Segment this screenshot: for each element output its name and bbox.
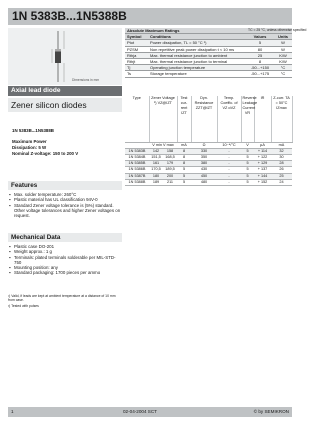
dt-col-type: Type xyxy=(125,96,149,142)
dt-unit: 10⁻⁴/°C xyxy=(217,142,241,148)
zener-silicon-label: Zener silicon diodes xyxy=(11,100,87,110)
summary-block xyxy=(12,128,122,157)
amr-cell: Operating junction temperature xyxy=(148,65,246,71)
axial-lead-label: Axial lead diode xyxy=(11,87,61,94)
footer-date: 02-04-2004 SCT xyxy=(123,409,157,414)
dt-cell: - xyxy=(217,173,241,179)
dt-cell: 25 xyxy=(271,173,292,179)
amr-cell: Power dissipation, TL = 50 °C ¹) xyxy=(148,40,246,46)
electrical-table xyxy=(125,96,293,186)
amr-cell: Ptot xyxy=(125,40,148,46)
amr-cell: 5 xyxy=(246,40,274,46)
amr-cell: 25 xyxy=(246,52,274,58)
amr-cell: 80 xyxy=(246,46,274,52)
dt-cell: 142 xyxy=(149,148,163,154)
diode-outline-icon xyxy=(8,28,122,85)
part-range: 1N 5383B...1N5388B xyxy=(12,128,54,133)
amr-cell: W xyxy=(274,40,292,46)
amr-cell: K/W xyxy=(274,52,292,58)
dt-unit: µA xyxy=(254,142,271,148)
dt-cell: 28 xyxy=(271,161,292,167)
dt-cell: - xyxy=(217,148,241,154)
dt-cell: 30 xyxy=(271,154,292,160)
dt-cell: 180 xyxy=(149,173,163,179)
amr-cell: Storage temperature xyxy=(148,71,246,77)
dt-cell: 161 xyxy=(149,161,163,167)
dt-cell: 200 xyxy=(163,173,177,179)
dt-cell: 1N 5383B xyxy=(125,148,149,154)
dt-cell: 24 xyxy=(271,179,292,185)
dt-cell: 8 xyxy=(177,161,191,167)
dt-cell: 168,5 xyxy=(163,154,177,160)
dt-unit: V xyxy=(241,142,254,148)
table-row xyxy=(125,179,292,185)
amr-cell: -50...+175 xyxy=(246,71,274,77)
mechanical-data-list xyxy=(8,244,122,276)
dt-cell: 8 xyxy=(177,148,191,154)
amr-cell: K/W xyxy=(274,59,292,65)
dt-col-test-current: Test cur-rent IZT xyxy=(177,96,191,142)
datasheet-title: 1N 5383B...1N5388B xyxy=(12,9,127,23)
dt-unit: mA xyxy=(177,142,191,148)
dt-cell: 450 xyxy=(191,173,217,179)
amr-cell: Ts xyxy=(125,71,148,77)
dt-cell: 1N 5384B xyxy=(125,154,149,160)
datasheet-title-bar xyxy=(8,8,292,25)
amr-condition: TC = 25 °C, unless otherwise specified xyxy=(248,28,307,32)
page-number: 1 xyxy=(11,409,14,414)
dt-cell: 8 xyxy=(177,154,191,160)
dt-cell: 5 xyxy=(177,179,191,185)
list-item: ▪ Mounting position: any xyxy=(8,265,122,270)
dt-cell: 480 xyxy=(191,179,217,185)
dt-cell: + 152 xyxy=(254,179,271,185)
table-row xyxy=(125,71,292,77)
dt-cell: 170,5 xyxy=(149,167,163,173)
amr-cell: Max. thermal resistance junction to ambient xyxy=(148,52,246,58)
diode-drawing xyxy=(8,28,122,85)
amr-cell: Non repetitive peak power dissipation t < 10 ms xyxy=(148,46,246,52)
amr-cell: Tj xyxy=(125,65,148,71)
dt-cell: 5 xyxy=(241,167,254,173)
features-list xyxy=(8,192,122,218)
axial-lead-bar xyxy=(8,86,122,96)
dt-cell: 189 xyxy=(149,179,163,185)
list-item: ▪ Standard packaging: 1700 pieces per ammo xyxy=(8,270,122,275)
list-item: ▪ Max. solder temperature: 260°C xyxy=(8,192,122,197)
dt-cell: 189,5 xyxy=(163,167,177,173)
amr-cell: °C xyxy=(274,65,292,71)
amr-cell: Rthja xyxy=(125,52,148,58)
electrical-characteristics xyxy=(125,96,292,186)
dt-cell: 5 xyxy=(177,173,191,179)
list-item: ▪ Weight approx.: 1 g xyxy=(8,249,122,254)
dt-col-zener-voltage: Zener Voltage ²) VZ@IZT xyxy=(149,96,177,142)
dt-cell: 1N 5386B xyxy=(125,167,149,173)
dt-col-temp-coeff: Temp. Coeffic. of VZ αVZ xyxy=(217,96,241,142)
footer-copyright: © by SEMIKRON xyxy=(253,409,289,414)
amr-cell: °C xyxy=(274,71,292,77)
list-item: ▪ Plastic material has UL classification 94V-0 xyxy=(8,197,122,202)
dt-cell: 1N 5385B xyxy=(125,161,149,167)
dt-col-ir: IR xyxy=(254,96,271,142)
dt-col-reverse-leakage: Reverse Leakage Current VR xyxy=(241,96,254,142)
dt-cell: 158 xyxy=(163,148,177,154)
amr-col-symbol: Symbol xyxy=(125,34,148,40)
dimension-label: Dimensions in mm xyxy=(72,78,100,82)
amr-title: Absolute Maximum Ratings xyxy=(125,28,246,34)
dt-cell: 151,5 xyxy=(149,154,163,160)
list-item: ▪ Terminals: plated terminals solderable per MIL-STD-750 xyxy=(8,255,122,266)
dt-cell: 1N 5387B xyxy=(125,173,149,179)
dt-cell: 26 xyxy=(271,167,292,173)
dt-cell: 32 xyxy=(271,148,292,154)
dt-cell: 179 xyxy=(163,161,177,167)
dt-cell: 330 xyxy=(191,148,217,154)
dt-cell: 5 xyxy=(177,167,191,173)
amr-cell: W xyxy=(274,46,292,52)
features-bar xyxy=(8,181,122,190)
dt-cell: + 122 xyxy=(254,154,271,160)
amr-cell: 8 xyxy=(246,59,274,65)
zener-silicon-bar xyxy=(8,98,122,112)
max-power-label: Maximum Power xyxy=(12,139,47,144)
dt-cell: + 137 xyxy=(254,167,271,173)
dt-col-dyn-resistance: Dyn. Resistance ZZT@IZT xyxy=(191,96,217,142)
dt-unit: Ω xyxy=(191,142,217,148)
dt-cell: 350 xyxy=(191,154,217,160)
dt-cell: 5 xyxy=(241,179,254,185)
dt-cell: 5 xyxy=(241,148,254,154)
amr-col-values: Values xyxy=(246,34,274,40)
dt-cell: - xyxy=(217,161,241,167)
amr-cell: Max. thermal resistance junction to terminal xyxy=(148,59,246,65)
amr-cell: Rthjt xyxy=(125,59,148,65)
dt-cell: 5 xyxy=(241,154,254,160)
amr-cell: PZSM xyxy=(125,46,148,52)
dt-cell: 5 xyxy=(241,161,254,167)
dt-cell: 211 xyxy=(163,179,177,185)
mechanical-data-title: Mechanical Data xyxy=(11,234,61,241)
dissipation-label: Dissipation: 5 W xyxy=(12,145,47,150)
amr-table xyxy=(125,28,307,78)
mechanical-data-bar xyxy=(8,233,122,242)
amr-col-units: Units xyxy=(274,34,292,40)
dt-cell: 380 xyxy=(191,161,217,167)
dt-unit: V min V max xyxy=(149,142,177,148)
dt-unit: mA xyxy=(271,142,292,148)
dt-cell: 430 xyxy=(191,167,217,173)
nominal-voltage: Nominal Z-voltage: 150 to 200 V xyxy=(12,151,79,156)
amr-cell: -50...+150 xyxy=(246,65,274,71)
dt-cell: + 129 xyxy=(254,161,271,167)
dt-cell: - xyxy=(217,154,241,160)
page-footer xyxy=(8,407,292,417)
dt-col-z-current: Z-curr. TA = 50°C IZmax xyxy=(271,96,292,142)
dt-cell: - xyxy=(217,167,241,173)
amr-col-conditions: Conditions xyxy=(148,34,246,40)
dt-cell: 5 xyxy=(241,173,254,179)
footnotes xyxy=(8,294,122,309)
footnote-2: ²) Tested with pulses xyxy=(8,304,39,309)
list-item: ▪ Plastic case DO-201 xyxy=(8,244,122,249)
dt-cell: + 114 xyxy=(254,148,271,154)
dt-cell: - xyxy=(217,179,241,185)
footnote-1: ¹) Valid, if leads are kept at ambient temperature at a distance of 10 mm from case. xyxy=(8,294,116,303)
features-title: Features xyxy=(11,182,38,189)
dt-cell: + 144 xyxy=(254,173,271,179)
list-item: ▪ Standard Zener voltage tolerance is (5%) standard. Other voltage tolerances and higher Zener voltages on request. xyxy=(8,203,122,219)
absolute-max-ratings xyxy=(125,28,307,78)
dt-cell: 1N 5388B xyxy=(125,179,149,185)
